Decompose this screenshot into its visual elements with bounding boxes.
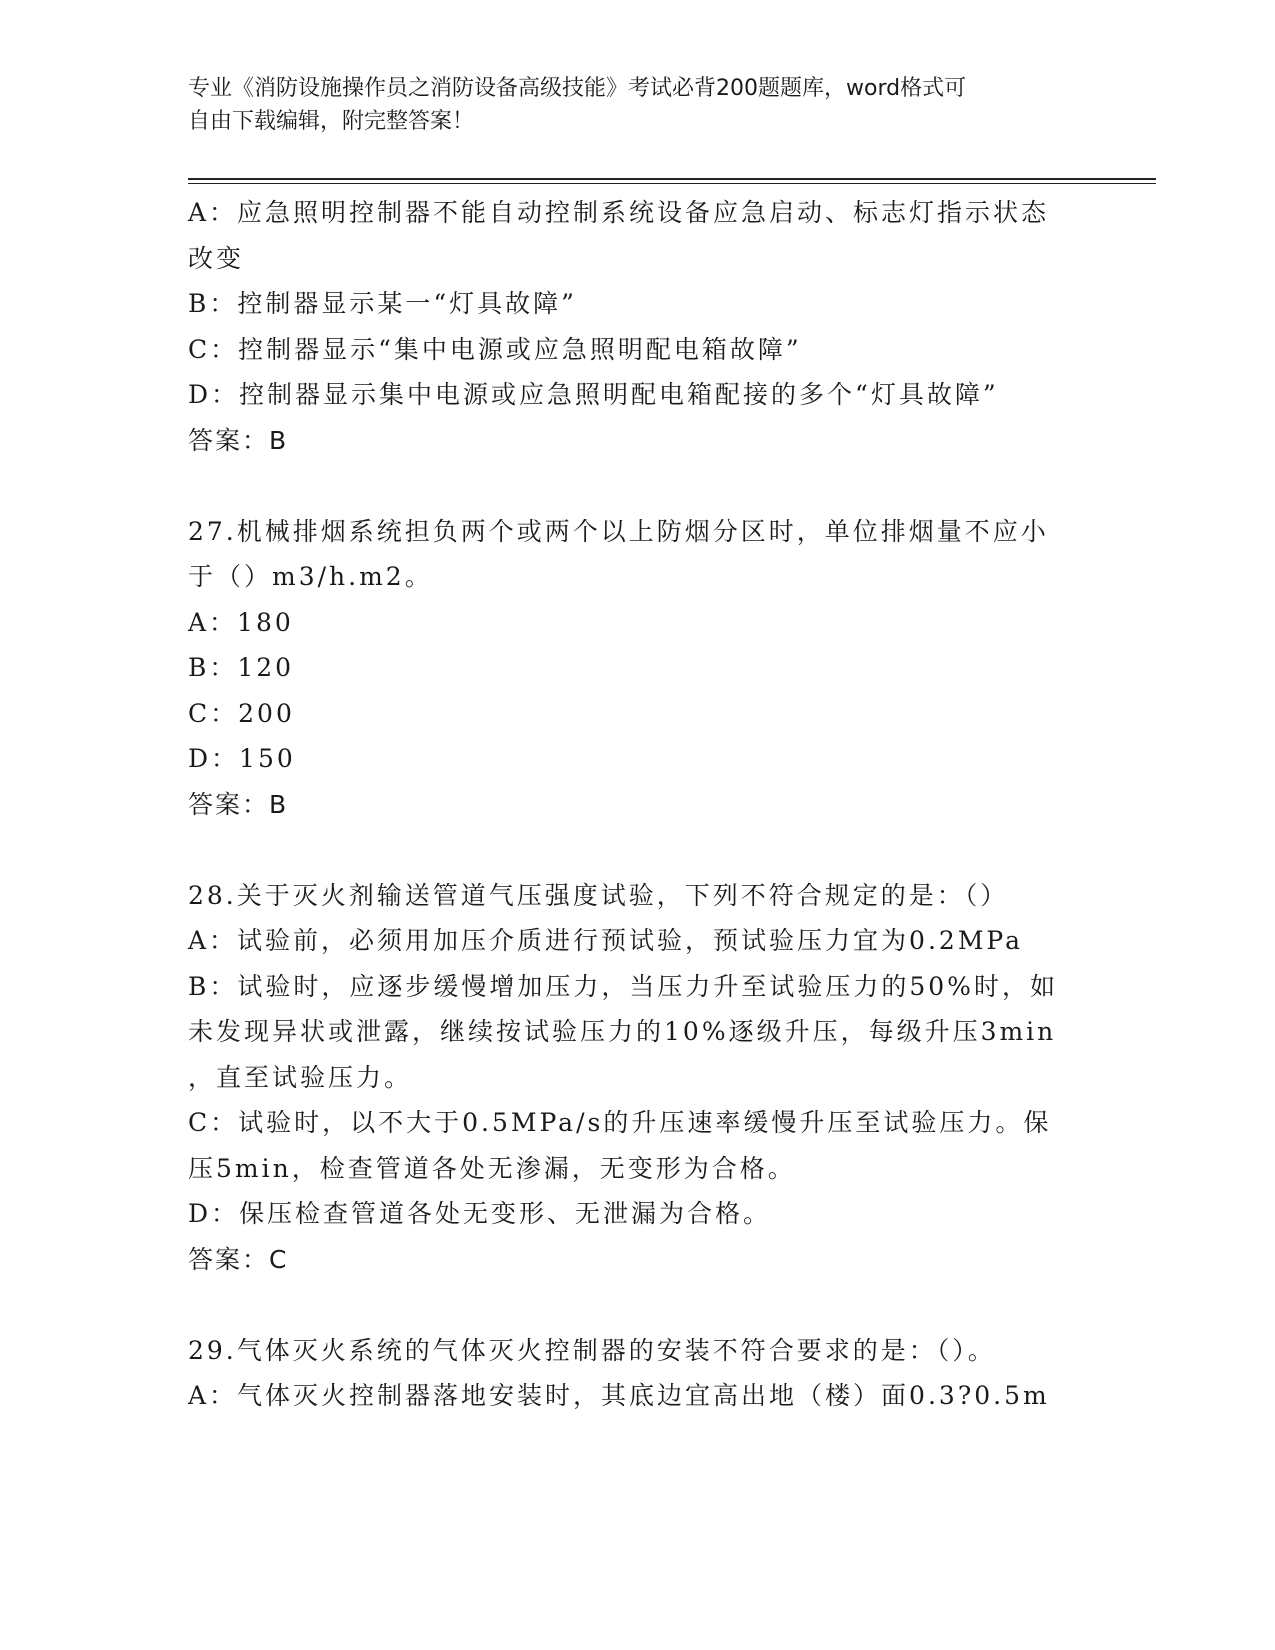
question-content [188, 190, 1068, 1419]
spacer [188, 1282, 1068, 1328]
option-a: A：气体灭火控制器落地安装时，其底边宜高出地（楼）面0.3?0.5m [188, 1381, 1050, 1410]
header-line-1: 专业《消防设施操作员之消防设备高级技能》考试必背200题题库，word格式可 [188, 76, 967, 101]
header-line-2: 自由下载编辑，附完整答案！ [188, 109, 475, 134]
answer-label: 答案：C [188, 1244, 289, 1274]
answer-label: 答案：B [188, 425, 289, 455]
question-block-26 [188, 190, 1068, 463]
option-b: B：控制器显示某一“灯具故障” [188, 289, 577, 318]
option-c: C：200 [188, 698, 295, 728]
spacer [188, 463, 1068, 509]
option-a-continued: 改变 [188, 243, 245, 273]
spacer [188, 827, 1068, 873]
question-block-29 [188, 1328, 1068, 1419]
question-text-continued: 于（）m3/h.m2。 [188, 562, 433, 591]
option-c: C：试验时，以不大于0.5MPa/s的升压速率缓慢升压至试验压力。保 [188, 1108, 1052, 1137]
answer-label: 答案：B [188, 789, 289, 819]
option-d: D：150 [188, 744, 296, 773]
option-d: D：保压检查管道各处无变形、无泄漏为合格。 [188, 1199, 772, 1228]
option-a: A：应急照明控制器不能自动控制系统设备应急启动、标志灯指示状态 [188, 198, 1050, 227]
question-block-28 [188, 873, 1068, 1283]
question-text: 29.气体灭火系统的气体灭火控制器的安装不符合要求的是：（）。 [188, 1335, 996, 1365]
option-a: A：180 [188, 607, 294, 637]
question-text: 27.机械排烟系统担负两个或两个以上防烟分区时，单位排烟量不应小 [188, 516, 1049, 546]
option-c: C：控制器显示“集中电源或应急照明配电箱故障” [188, 334, 802, 364]
option-b: B：120 [188, 653, 295, 682]
option-c-continued: 压5min，检查管道各处无渗漏，无变形为合格。 [188, 1153, 796, 1183]
option-a: A：试验前，必须用加压介质进行预试验，预试验压力宜为0.2MPa [188, 926, 1024, 955]
option-d: D：控制器显示集中电源或应急照明配电箱配接的多个“灯具故障” [188, 380, 999, 409]
question-text: 28.关于灭火剂输送管道气压强度试验，下列不符合规定的是：（） [188, 880, 1009, 910]
question-block-27 [188, 509, 1068, 828]
option-b-continued: 未发现异状或泄露，继续按试验压力的10%逐级升压，每级升压3min [188, 1017, 1057, 1046]
page-header [188, 72, 1088, 138]
option-b: B：试验时，应逐步缓慢增加压力，当压力升至试验压力的50%时，如 [188, 971, 1058, 1001]
option-b-continued-2: ，直至试验压力。 [188, 1062, 413, 1092]
header-divider [188, 178, 1156, 184]
